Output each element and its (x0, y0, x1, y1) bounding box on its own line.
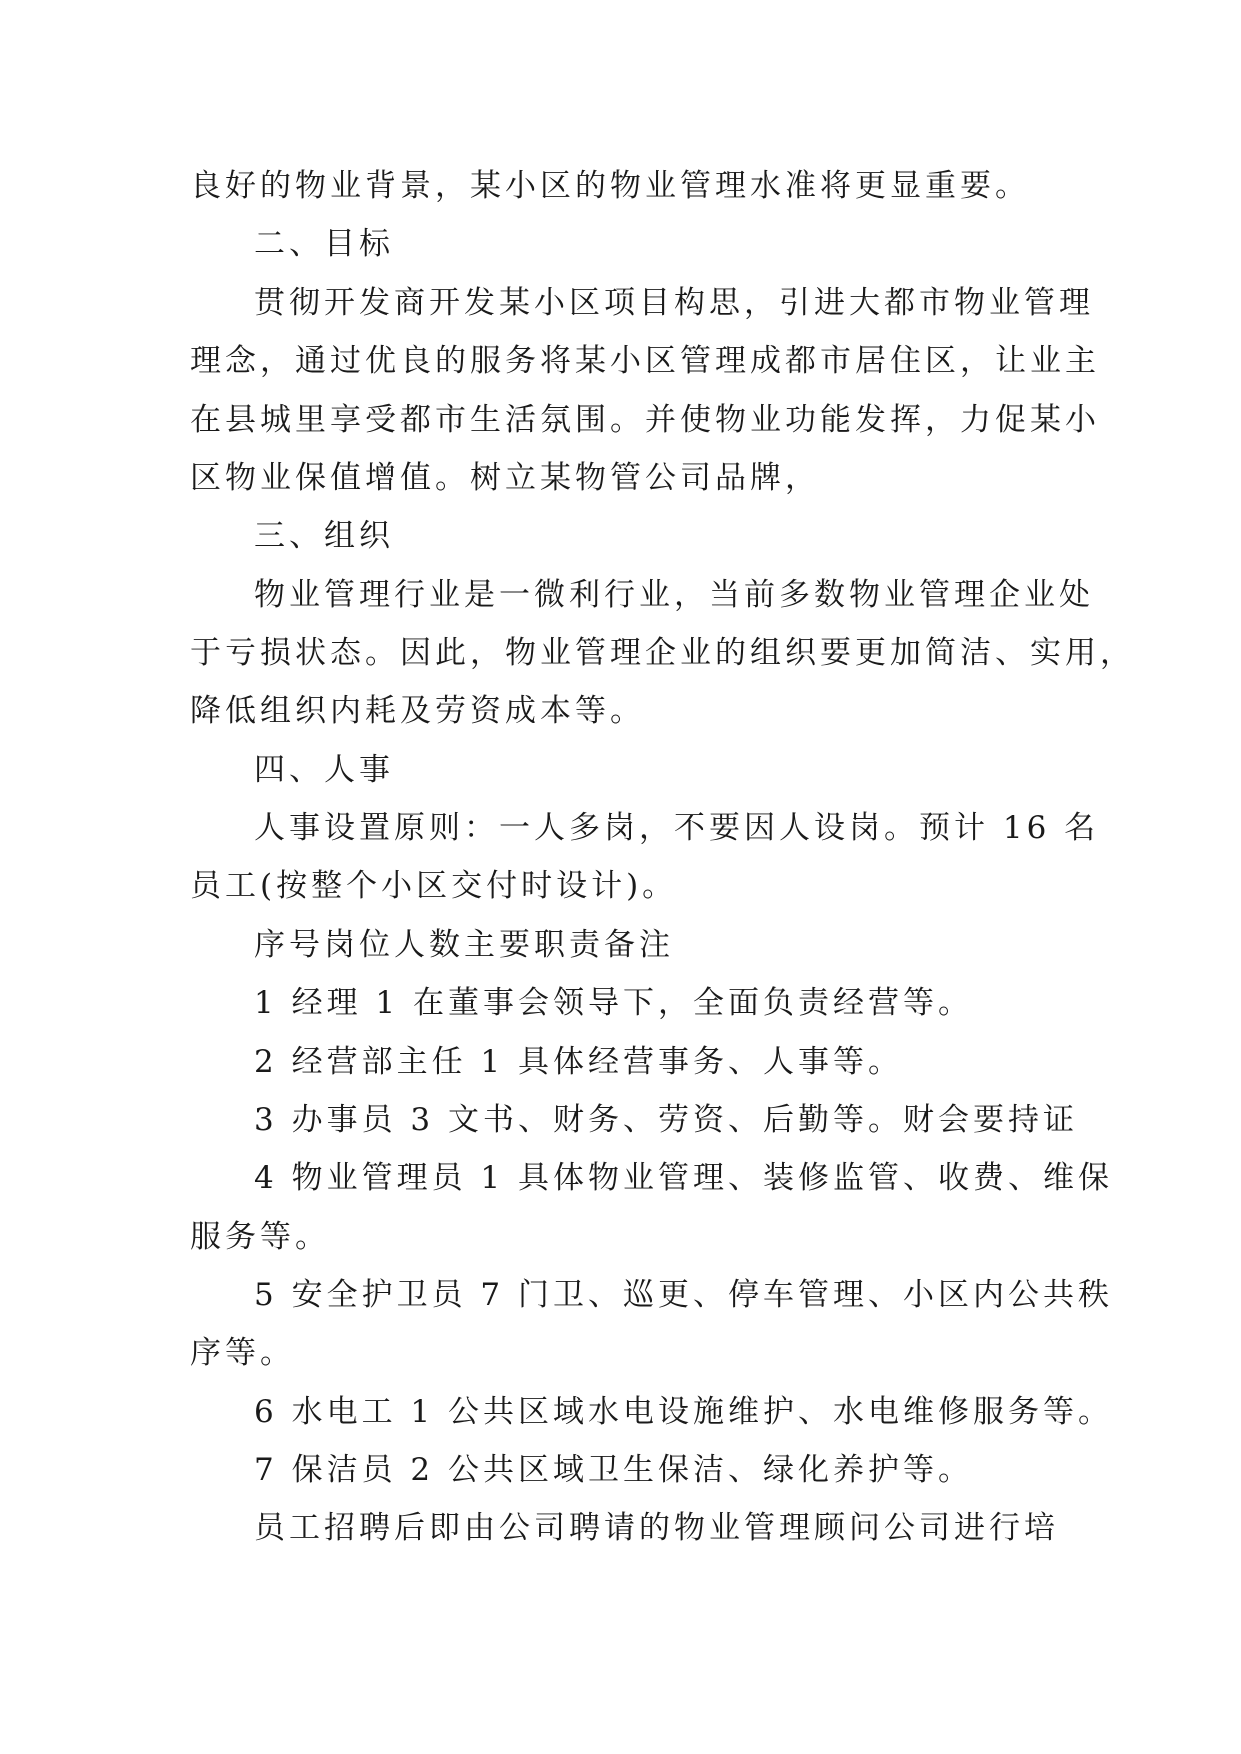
table-row-line: 服务等。 (190, 1219, 330, 1255)
paragraph-line: 良好的物业背景，某小区的物业管理水准将更显重要。 (190, 168, 1030, 204)
paragraph-line: 区物业保值增值。树立某物管公司品牌， (190, 460, 820, 496)
table-row-line: 1 经理 1 在董事会领导下，全面负责经营等。 (254, 985, 974, 1021)
table-row-line: 4 物业管理员 1 具体物业管理、装修监管、收费、维保 (254, 1160, 1114, 1196)
section-heading-personnel: 四、人事 (254, 752, 394, 788)
section-heading-goals: 二、目标 (254, 226, 394, 262)
paragraph-line: 物业管理行业是一微利行业，当前多数物业管理企业处 (254, 577, 1094, 613)
paragraph-line: 于亏损状态。因此，物业管理企业的组织要更加简洁、实用， (190, 635, 1135, 671)
paragraph-line: 员工招聘后即由公司聘请的物业管理顾问公司进行培 (254, 1510, 1059, 1546)
section-heading-organization: 三、组织 (254, 518, 394, 554)
table-row-line: 序等。 (190, 1335, 295, 1371)
paragraph-line: 员工(按整个小区交付时设计)。 (190, 868, 678, 904)
paragraph-line: 贯彻开发商开发某小区项目构思，引进大都市物业管理 (254, 285, 1094, 321)
table-row-line: 3 办事员 3 文书、财务、劳资、后勤等。财会要持证 (254, 1102, 1079, 1138)
table-row-line: 6 水电工 1 公共区域水电设施维护、水电维修服务等。 (254, 1394, 1114, 1430)
table-header-line: 序号岗位人数主要职责备注 (254, 927, 674, 963)
paragraph-line: 理念，通过优良的服务将某小区管理成都市居住区，让业主 (190, 343, 1100, 379)
paragraph-line: 在县城里享受都市生活氛围。并使物业功能发挥，力促某小 (190, 402, 1100, 438)
table-row-line: 7 保洁员 2 公共区域卫生保洁、绿化养护等。 (254, 1452, 974, 1488)
table-row-line: 2 经营部主任 1 具体经营事务、人事等。 (254, 1044, 904, 1080)
paragraph-line: 降低组织内耗及劳资成本等。 (190, 693, 645, 729)
table-row-line: 5 安全护卫员 7 门卫、巡更、停车管理、小区内公共秩 (254, 1277, 1114, 1313)
paragraph-line: 人事设置原则：一人多岗，不要因人设岗。预计 16 名 (254, 810, 1100, 846)
